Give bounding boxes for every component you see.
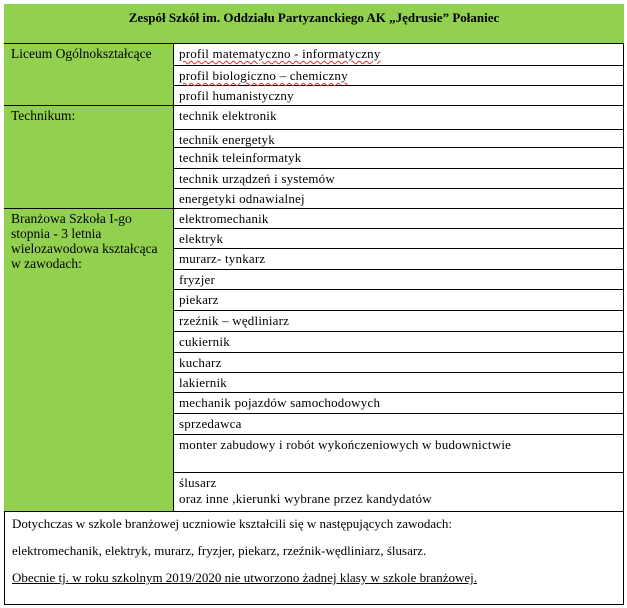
list-item: kucharz <box>174 353 624 373</box>
item-text: profil biologiczno – chemiczny <box>179 68 348 83</box>
footer-notes <box>4 512 624 605</box>
list-item: cukiernik <box>174 332 624 353</box>
list-item: rzeźnik – wędliniarz <box>174 311 624 332</box>
list-item: technik energetyk <box>174 130 624 148</box>
list-item: technik elektronik <box>174 106 624 130</box>
list-item: profil humanistyczny <box>174 86 624 106</box>
footer-line-1: Dotychczas w szkole branżowej uczniowie kształcili się w następujących zawodach: <box>12 516 453 531</box>
list-item: mechanik pojazdów samochodowych <box>174 393 624 414</box>
list-item <box>174 66 624 86</box>
list-item: elektryk <box>174 229 624 249</box>
list-item: sprzedawca <box>174 414 624 435</box>
category-branzowa: Branżowa Szkoła I-go stopnia - 3 letnia wielozawodowa kształcąca w zawodach: <box>4 209 174 512</box>
list-item: energetyki odnawialnej <box>174 189 624 209</box>
list-item <box>174 44 624 66</box>
table-title: Zespół Szkół im. Oddziału Partyzanckiego AK „Jędrusie” Połaniec <box>4 4 624 44</box>
list-item: ślusarz oraz inne ,kierunki wybrane przez kandydatów <box>174 473 624 512</box>
category-liceum: Liceum Ogólnokształcące <box>4 44 174 106</box>
footer-line-3: Obecnie tj. w roku szkolnym 2019/2020 nie utworzono żadnej klasy w szkole branżowej. <box>12 570 477 585</box>
list-item: elektromechanik <box>174 209 624 229</box>
category-technikum: Technikum: <box>4 106 174 209</box>
list-item: technik teleinformatyk <box>174 148 624 169</box>
list-item: technik urządzeń i systemów <box>174 169 624 189</box>
list-item: lakiernik <box>174 373 624 393</box>
item-text: profil matematyczno - informatyczny <box>179 46 381 61</box>
list-item: fryzjer <box>174 270 624 290</box>
footer-line-2: elektromechanik, elektryk, murarz, fryzjer, piekarz, rzeźnik-wędliniarz, ślusarz. <box>12 543 427 558</box>
list-item: monter zabudowy i robót wykończeniowych w budownictwie <box>174 435 624 473</box>
list-item: murarz- tynkarz <box>174 249 624 270</box>
list-item: piekarz <box>174 290 624 311</box>
